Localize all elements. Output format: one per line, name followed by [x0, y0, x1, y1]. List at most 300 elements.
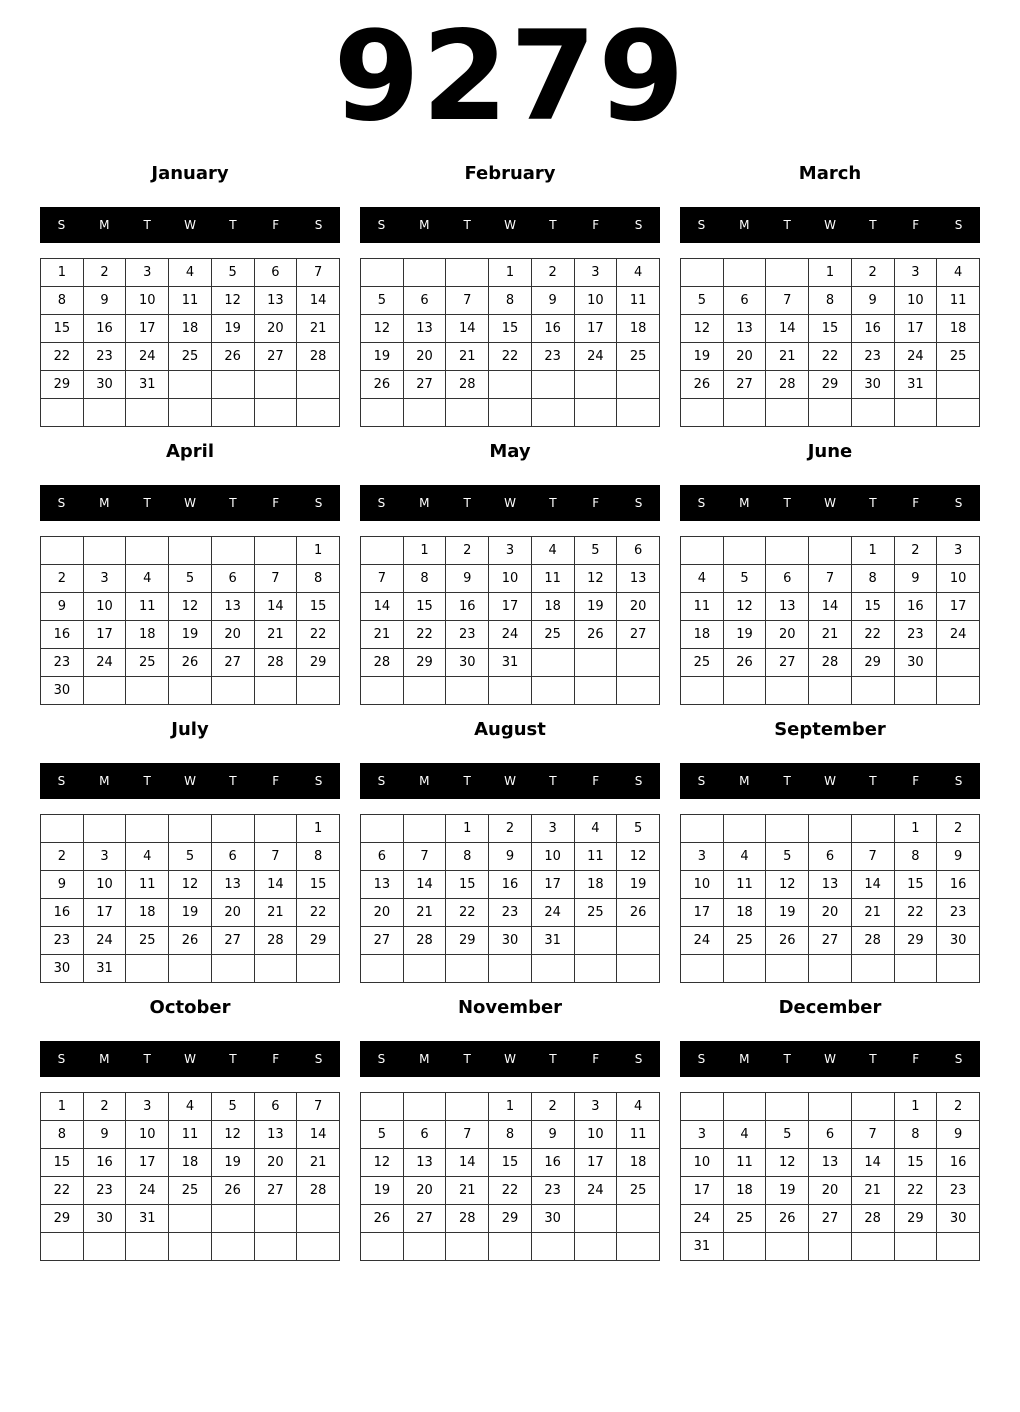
day-cell: 13 — [403, 1149, 446, 1177]
weekday-label: M — [419, 218, 430, 232]
day-cell — [766, 1093, 809, 1121]
weekday-header — [40, 485, 340, 521]
day-cell: 26 — [766, 927, 809, 955]
month-name: February — [464, 163, 556, 184]
day-cell: 12 — [766, 1149, 809, 1177]
day-cell — [766, 399, 809, 427]
day-cell — [937, 677, 980, 705]
day-cell: 10 — [681, 871, 724, 899]
day-cell: 5 — [211, 259, 254, 287]
day-cell: 13 — [254, 1121, 297, 1149]
day-cell: 30 — [531, 1205, 574, 1233]
day-cell: 23 — [531, 343, 574, 371]
week-row — [41, 843, 340, 871]
week-row — [681, 537, 980, 565]
month-name: November — [457, 997, 563, 1018]
week-row — [41, 1233, 340, 1261]
day-cell: 19 — [361, 343, 404, 371]
day-cell — [254, 955, 297, 983]
day-cell: 9 — [41, 593, 84, 621]
day-cell: 11 — [681, 593, 724, 621]
weekday-label: T — [549, 774, 557, 788]
day-cell — [83, 1233, 126, 1261]
day-cell: 25 — [617, 1177, 660, 1205]
day-cell: 26 — [574, 621, 617, 649]
week-row — [361, 565, 660, 593]
week-row — [361, 927, 660, 955]
day-cell: 11 — [617, 287, 660, 315]
weekday-label: M — [99, 1052, 110, 1066]
day-cell: 23 — [851, 343, 894, 371]
day-cell: 6 — [403, 287, 446, 315]
day-cell: 28 — [446, 1205, 489, 1233]
day-cell: 15 — [489, 315, 532, 343]
day-cell: 6 — [211, 843, 254, 871]
day-cell — [83, 677, 126, 705]
day-cell: 5 — [681, 287, 724, 315]
weekday-label: S — [697, 218, 706, 232]
day-cell: 19 — [617, 871, 660, 899]
day-cell: 2 — [446, 537, 489, 565]
day-cell: 2 — [41, 843, 84, 871]
week-row — [41, 343, 340, 371]
day-cell — [723, 955, 766, 983]
day-cell: 25 — [937, 343, 980, 371]
day-cell: 23 — [83, 1177, 126, 1205]
day-cell: 3 — [681, 843, 724, 871]
week-row — [681, 1149, 980, 1177]
week-row — [41, 815, 340, 843]
day-cell: 18 — [723, 899, 766, 927]
day-cell: 5 — [211, 1093, 254, 1121]
week-row — [361, 899, 660, 927]
day-cell — [126, 677, 169, 705]
day-cell: 15 — [41, 1149, 84, 1177]
day-cell: 14 — [809, 593, 852, 621]
day-cell: 6 — [809, 843, 852, 871]
week-row — [41, 1121, 340, 1149]
day-cell: 18 — [574, 871, 617, 899]
day-cell: 27 — [723, 371, 766, 399]
day-cell: 13 — [723, 315, 766, 343]
day-cell: 10 — [126, 287, 169, 315]
weekday-label: T — [143, 774, 151, 788]
weekday-label: F — [592, 218, 600, 232]
day-cell — [254, 677, 297, 705]
day-cell: 23 — [937, 1177, 980, 1205]
week-row — [41, 593, 340, 621]
day-cell: 31 — [126, 1205, 169, 1233]
day-cell: 30 — [937, 1205, 980, 1233]
week-row — [361, 871, 660, 899]
day-cell — [41, 1233, 84, 1261]
day-cell: 17 — [574, 1149, 617, 1177]
day-cell: 8 — [894, 1121, 937, 1149]
day-cell: 3 — [83, 565, 126, 593]
day-cell: 11 — [617, 1121, 660, 1149]
day-cell — [211, 399, 254, 427]
month-name: April — [165, 441, 215, 462]
day-cell: 28 — [254, 927, 297, 955]
day-cell: 4 — [723, 1121, 766, 1149]
day-cell — [766, 955, 809, 983]
day-cell: 4 — [574, 815, 617, 843]
day-cell: 27 — [809, 1205, 852, 1233]
day-cell: 26 — [361, 371, 404, 399]
day-cell — [937, 371, 980, 399]
day-cell — [361, 399, 404, 427]
day-cell: 4 — [937, 259, 980, 287]
day-cell: 8 — [851, 565, 894, 593]
weekday-label: T — [869, 1052, 877, 1066]
weekday-label: W — [504, 1052, 516, 1066]
month-name: July — [171, 719, 209, 740]
day-cell: 13 — [809, 1149, 852, 1177]
day-grid — [680, 536, 980, 705]
day-cell: 19 — [211, 315, 254, 343]
weekday-header — [360, 1041, 660, 1077]
day-cell: 5 — [766, 1121, 809, 1149]
day-cell: 22 — [489, 1177, 532, 1205]
day-cell — [851, 1233, 894, 1261]
day-cell: 17 — [681, 1177, 724, 1205]
day-cell: 28 — [446, 371, 489, 399]
weekday-label: W — [184, 496, 196, 510]
day-cell: 18 — [169, 315, 212, 343]
day-cell: 28 — [809, 649, 852, 677]
day-cell — [809, 1233, 852, 1261]
day-cell — [531, 955, 574, 983]
weekday-label: W — [184, 218, 196, 232]
day-cell: 7 — [297, 259, 340, 287]
day-cell: 29 — [41, 371, 84, 399]
day-cell: 20 — [723, 343, 766, 371]
day-cell: 12 — [723, 593, 766, 621]
day-cell — [297, 371, 340, 399]
day-cell: 12 — [766, 871, 809, 899]
day-cell — [403, 1093, 446, 1121]
day-cell: 11 — [937, 287, 980, 315]
day-cell: 16 — [531, 315, 574, 343]
day-cell: 10 — [531, 843, 574, 871]
week-row — [41, 1149, 340, 1177]
day-cell: 29 — [41, 1205, 84, 1233]
weekday-label: W — [824, 1052, 836, 1066]
day-cell — [403, 815, 446, 843]
month-name: August — [474, 719, 546, 740]
day-cell: 11 — [169, 287, 212, 315]
week-row — [361, 1233, 660, 1261]
week-row — [41, 955, 340, 983]
day-cell: 28 — [297, 343, 340, 371]
day-cell: 23 — [489, 899, 532, 927]
weekday-label: T — [549, 1052, 557, 1066]
day-cell — [617, 1205, 660, 1233]
day-cell: 16 — [531, 1149, 574, 1177]
weekday-label: S — [57, 774, 66, 788]
day-cell: 10 — [937, 565, 980, 593]
week-row — [41, 565, 340, 593]
day-cell — [574, 677, 617, 705]
week-row — [361, 259, 660, 287]
weekday-label: T — [463, 218, 471, 232]
weekday-label: F — [912, 774, 920, 788]
day-cell: 3 — [937, 537, 980, 565]
day-cell: 3 — [126, 1093, 169, 1121]
day-cell: 1 — [297, 815, 340, 843]
day-cell — [297, 1205, 340, 1233]
day-cell: 22 — [894, 899, 937, 927]
day-cell: 20 — [403, 1177, 446, 1205]
day-cell: 23 — [894, 621, 937, 649]
day-cell: 15 — [446, 871, 489, 899]
day-cell: 7 — [254, 843, 297, 871]
day-cell: 23 — [83, 343, 126, 371]
day-cell: 29 — [809, 371, 852, 399]
weekday-label: S — [377, 774, 386, 788]
day-cell — [617, 927, 660, 955]
weekday-label: M — [419, 774, 430, 788]
day-cell: 9 — [531, 1121, 574, 1149]
day-cell: 28 — [297, 1177, 340, 1205]
day-cell: 6 — [766, 565, 809, 593]
day-cell — [531, 649, 574, 677]
day-cell: 22 — [41, 1177, 84, 1205]
weekday-label: M — [739, 774, 750, 788]
day-cell: 25 — [169, 1177, 212, 1205]
day-cell: 18 — [126, 899, 169, 927]
day-cell: 29 — [894, 1205, 937, 1233]
day-cell: 20 — [211, 899, 254, 927]
day-cell: 14 — [403, 871, 446, 899]
day-grid — [360, 814, 660, 983]
weekday-label: S — [697, 774, 706, 788]
day-cell: 9 — [851, 287, 894, 315]
day-cell: 16 — [489, 871, 532, 899]
day-cell: 9 — [894, 565, 937, 593]
month-name: December — [778, 997, 882, 1018]
day-cell: 8 — [297, 843, 340, 871]
weekday-label: T — [143, 496, 151, 510]
day-cell: 6 — [254, 259, 297, 287]
day-cell: 14 — [254, 871, 297, 899]
day-cell — [531, 1233, 574, 1261]
month-name: May — [489, 441, 531, 462]
day-cell — [489, 399, 532, 427]
day-cell: 5 — [361, 287, 404, 315]
day-cell — [681, 955, 724, 983]
week-row — [681, 1121, 980, 1149]
day-cell: 14 — [446, 315, 489, 343]
weekday-label: S — [634, 496, 643, 510]
day-cell: 30 — [41, 955, 84, 983]
day-cell: 28 — [361, 649, 404, 677]
weekday-header — [360, 207, 660, 243]
day-cell: 24 — [681, 1205, 724, 1233]
day-cell: 29 — [894, 927, 937, 955]
day-cell — [126, 399, 169, 427]
day-cell: 1 — [41, 1093, 84, 1121]
weekday-header — [680, 763, 980, 799]
day-cell: 7 — [809, 565, 852, 593]
weekday-label: T — [783, 1052, 791, 1066]
day-cell: 15 — [851, 593, 894, 621]
day-cell: 3 — [531, 815, 574, 843]
week-row — [361, 315, 660, 343]
day-cell: 25 — [574, 899, 617, 927]
weekday-label: S — [377, 218, 386, 232]
day-cell — [83, 815, 126, 843]
day-cell: 14 — [254, 593, 297, 621]
day-cell: 27 — [403, 371, 446, 399]
day-cell: 18 — [126, 621, 169, 649]
weekday-label: M — [99, 218, 110, 232]
day-cell: 14 — [297, 287, 340, 315]
day-cell: 20 — [361, 899, 404, 927]
day-cell — [126, 537, 169, 565]
day-cell: 25 — [531, 621, 574, 649]
day-cell: 17 — [574, 315, 617, 343]
weekday-label: M — [419, 1052, 430, 1066]
day-cell: 26 — [766, 1205, 809, 1233]
weekday-label: T — [783, 218, 791, 232]
day-cell — [403, 677, 446, 705]
day-cell — [531, 677, 574, 705]
weekday-label: M — [419, 496, 430, 510]
day-cell: 9 — [83, 1121, 126, 1149]
day-cell — [297, 399, 340, 427]
week-row — [361, 399, 660, 427]
day-cell: 10 — [83, 871, 126, 899]
day-cell: 21 — [403, 899, 446, 927]
day-cell: 6 — [617, 537, 660, 565]
weekday-label: S — [954, 1052, 963, 1066]
weekday-label: T — [143, 218, 151, 232]
day-cell — [531, 371, 574, 399]
day-cell: 9 — [937, 1121, 980, 1149]
weekday-label: W — [504, 218, 516, 232]
day-cell: 24 — [574, 1177, 617, 1205]
day-grid — [680, 814, 980, 983]
day-cell — [489, 1233, 532, 1261]
day-cell — [446, 1093, 489, 1121]
week-row — [681, 899, 980, 927]
day-cell — [211, 1205, 254, 1233]
day-cell: 29 — [297, 649, 340, 677]
weekday-label: W — [824, 774, 836, 788]
day-cell: 30 — [937, 927, 980, 955]
day-cell: 31 — [894, 371, 937, 399]
day-cell: 27 — [211, 927, 254, 955]
weekday-label: W — [824, 496, 836, 510]
day-cell: 28 — [851, 1205, 894, 1233]
day-cell: 2 — [894, 537, 937, 565]
week-row — [41, 399, 340, 427]
day-cell — [169, 1205, 212, 1233]
day-cell: 5 — [169, 843, 212, 871]
day-cell: 24 — [83, 927, 126, 955]
weekday-label: S — [954, 218, 963, 232]
week-row — [41, 621, 340, 649]
day-cell — [489, 371, 532, 399]
weekday-label: F — [592, 774, 600, 788]
day-cell: 29 — [489, 1205, 532, 1233]
day-cell: 2 — [937, 815, 980, 843]
day-cell: 11 — [723, 871, 766, 899]
weekday-label: S — [314, 1052, 323, 1066]
day-cell: 3 — [894, 259, 937, 287]
day-cell: 31 — [681, 1233, 724, 1261]
day-cell — [41, 399, 84, 427]
day-cell: 21 — [851, 899, 894, 927]
day-cell — [574, 649, 617, 677]
day-cell: 18 — [531, 593, 574, 621]
day-cell: 19 — [766, 1177, 809, 1205]
day-cell — [361, 259, 404, 287]
day-cell — [446, 1233, 489, 1261]
week-row — [681, 621, 980, 649]
day-cell — [361, 1093, 404, 1121]
day-cell — [723, 1093, 766, 1121]
day-cell — [489, 677, 532, 705]
day-cell: 8 — [894, 843, 937, 871]
day-grid — [360, 536, 660, 705]
day-cell: 24 — [126, 1177, 169, 1205]
day-cell — [574, 1233, 617, 1261]
day-cell: 23 — [937, 899, 980, 927]
day-cell: 19 — [723, 621, 766, 649]
day-cell: 29 — [851, 649, 894, 677]
day-cell: 12 — [574, 565, 617, 593]
day-cell: 1 — [489, 1093, 532, 1121]
week-row — [361, 287, 660, 315]
day-cell — [169, 1233, 212, 1261]
day-cell — [297, 955, 340, 983]
day-cell: 25 — [723, 1205, 766, 1233]
day-cell — [254, 371, 297, 399]
weekday-label: W — [184, 774, 196, 788]
day-cell: 24 — [937, 621, 980, 649]
day-cell: 13 — [617, 565, 660, 593]
day-cell — [211, 1233, 254, 1261]
weekday-label: M — [739, 496, 750, 510]
day-cell — [809, 955, 852, 983]
month-name: March — [798, 163, 862, 184]
week-row — [41, 259, 340, 287]
day-cell: 22 — [297, 621, 340, 649]
day-cell: 21 — [254, 899, 297, 927]
day-cell — [254, 399, 297, 427]
day-cell: 5 — [766, 843, 809, 871]
day-cell: 18 — [937, 315, 980, 343]
day-cell: 21 — [809, 621, 852, 649]
week-row — [681, 259, 980, 287]
day-cell: 2 — [851, 259, 894, 287]
weekday-header — [680, 485, 980, 521]
weekday-label: S — [57, 218, 66, 232]
day-cell: 7 — [851, 1121, 894, 1149]
day-cell: 19 — [574, 593, 617, 621]
day-cell: 15 — [297, 593, 340, 621]
day-cell — [723, 1233, 766, 1261]
day-cell — [211, 955, 254, 983]
day-cell: 3 — [83, 843, 126, 871]
day-cell: 29 — [297, 927, 340, 955]
day-cell — [851, 955, 894, 983]
weekday-label: F — [912, 496, 920, 510]
day-cell — [809, 537, 852, 565]
day-cell — [894, 955, 937, 983]
